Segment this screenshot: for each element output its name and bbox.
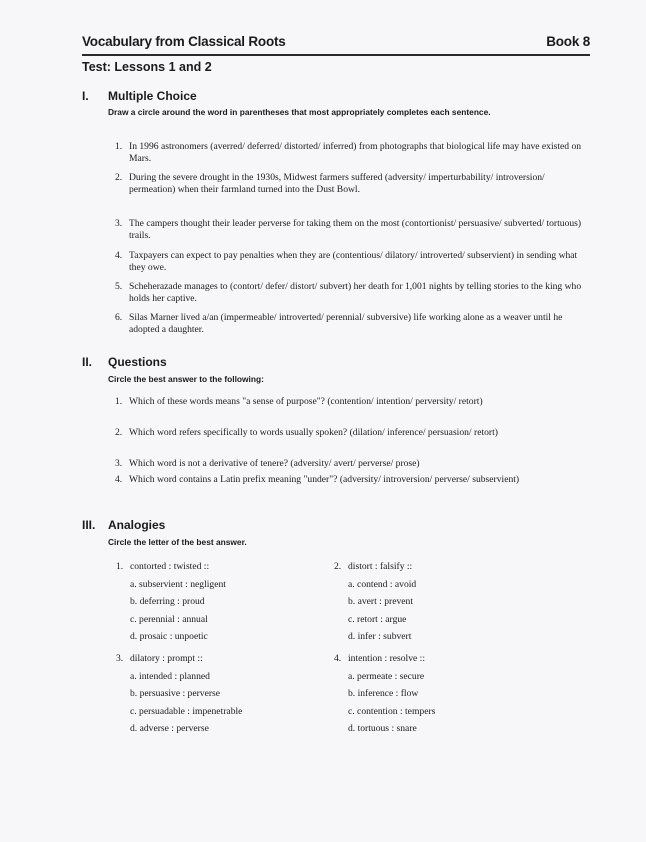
analogy-option: a. contend : avoid xyxy=(348,578,417,590)
section-heading-questions xyxy=(82,355,167,369)
question-item: 2. Which word refers specifically to words usually spoken? (dilation/ inference/ persuasion/ retort) xyxy=(115,427,498,438)
section-title: Analogies xyxy=(108,518,166,532)
question-item: 4. Taxpayers can expect to pay penalties when they are (contentious/ dilatory/ introverted/ subservient) in sending what they owe. xyxy=(115,250,578,273)
analogy-option: a. subservient : negligent xyxy=(130,578,226,590)
analogy-option: c. perennial : annual xyxy=(130,613,208,625)
analogy-item: 3. dilatory : prompt :: a. intended : planned b. persuasive : perverse c. persuadable : impenetrable d. adverse : perverse xyxy=(116,650,242,738)
question-item: 1. In 1996 astronomers (averred/ deferred/ distorted/ inferred) from photographs that biological life may have existed on Mars. xyxy=(115,141,582,164)
section-instruction: Circle the best answer to the following: xyxy=(108,374,264,384)
section-title: Questions xyxy=(108,355,167,369)
worksheet-title: Vocabulary from Classical Roots xyxy=(82,34,286,49)
section-heading-multiple-choice xyxy=(82,89,197,103)
question-item: 3. The campers thought their leader perverse for taking them on the most (contortionist/ persuasive/ subverted/ tortuous) trails. xyxy=(115,218,582,241)
book-label: Book 8 xyxy=(546,34,590,49)
section-instruction: Circle the letter of the best answer. xyxy=(108,537,247,547)
analogy-option: c. persuadable : impenetrable xyxy=(130,705,243,717)
section-number: I. xyxy=(82,89,89,103)
analogy-option: d. infer : subvert xyxy=(348,631,412,642)
question-item: 1. Which of these words means "a sense of purpose"? (contention/ intention/ perversity/ retort) xyxy=(115,396,483,407)
section-heading-analogies xyxy=(82,518,165,532)
test-subtitle: Test: Lessons 1 and 2 xyxy=(82,60,212,74)
analogy-option: b. inference : flow xyxy=(348,688,419,699)
analogy-option: b. persuasive : perverse xyxy=(130,688,221,699)
question-item: 5. Scheherazade manages to (contort/ defer/ distort/ subvert) her death for 1,001 nights by telling stories to the king who holds her captive. xyxy=(115,281,582,304)
question-item: 6. Silas Marner lived a/an (impermeable/ introverted/ perennial/ subversive) life working alone as a weaver until he adopted a daughter. xyxy=(115,312,563,335)
analogy-item: 4. intention : resolve :: a. permeate : secure b. inference : flow c. contention : tempers d. tortuous : snare xyxy=(334,650,435,738)
analogy-item: 2. distort : falsify :: a. contend : avoid b. avert : prevent c. retort : argue d. infer : subvert xyxy=(334,558,416,646)
analogy-stem: distort : falsify :: xyxy=(348,561,413,572)
analogy-item: 1. contorted : twisted :: a. subservient : negligent b. deferring : proud c. perennial : annual d. prosaic : unpoetic xyxy=(116,558,226,646)
section-instruction: Draw a circle around the word in parentheses that most appropriately completes each sentence. xyxy=(108,107,491,117)
analogy-option: d. tortuous : snare xyxy=(348,723,417,734)
question-item: 4. Which word contains a Latin prefix meaning "under"? (adversity/ introversion/ perverse/ subservient) xyxy=(115,474,520,485)
header-rule xyxy=(82,54,590,56)
analogy-stem: intention : resolve :: xyxy=(348,653,426,664)
analogy-option: c. retort : argue xyxy=(348,613,407,625)
question-item: 2. During the severe drought in the 1930s, Midwest farmers suffered (adversity/ imperturbability/ introversion/ permeation) when their farmland turned into the Dust Bowl. xyxy=(115,172,545,195)
question-item: 3. Which word is not a derivative of tenere? (adversity/ avert/ perverse/ prose) xyxy=(115,458,420,469)
section-number: III. xyxy=(82,518,96,532)
analogy-option: c. contention : tempers xyxy=(348,705,436,717)
analogy-option: b. deferring : proud xyxy=(130,596,205,607)
section-number: II. xyxy=(82,355,93,369)
analogy-option: a. permeate : secure xyxy=(348,670,425,682)
section-title: Multiple Choice xyxy=(108,89,197,103)
analogy-option: a. intended : planned xyxy=(130,670,210,682)
analogy-option: d. prosaic : unpoetic xyxy=(130,631,208,642)
analogy-option: b. avert : prevent xyxy=(348,596,413,607)
analogy-option: d. adverse : perverse xyxy=(130,723,209,734)
page-header xyxy=(82,34,590,49)
analogy-stem: contorted : twisted :: xyxy=(130,561,210,572)
analogy-stem: dilatory : prompt :: xyxy=(130,653,203,664)
